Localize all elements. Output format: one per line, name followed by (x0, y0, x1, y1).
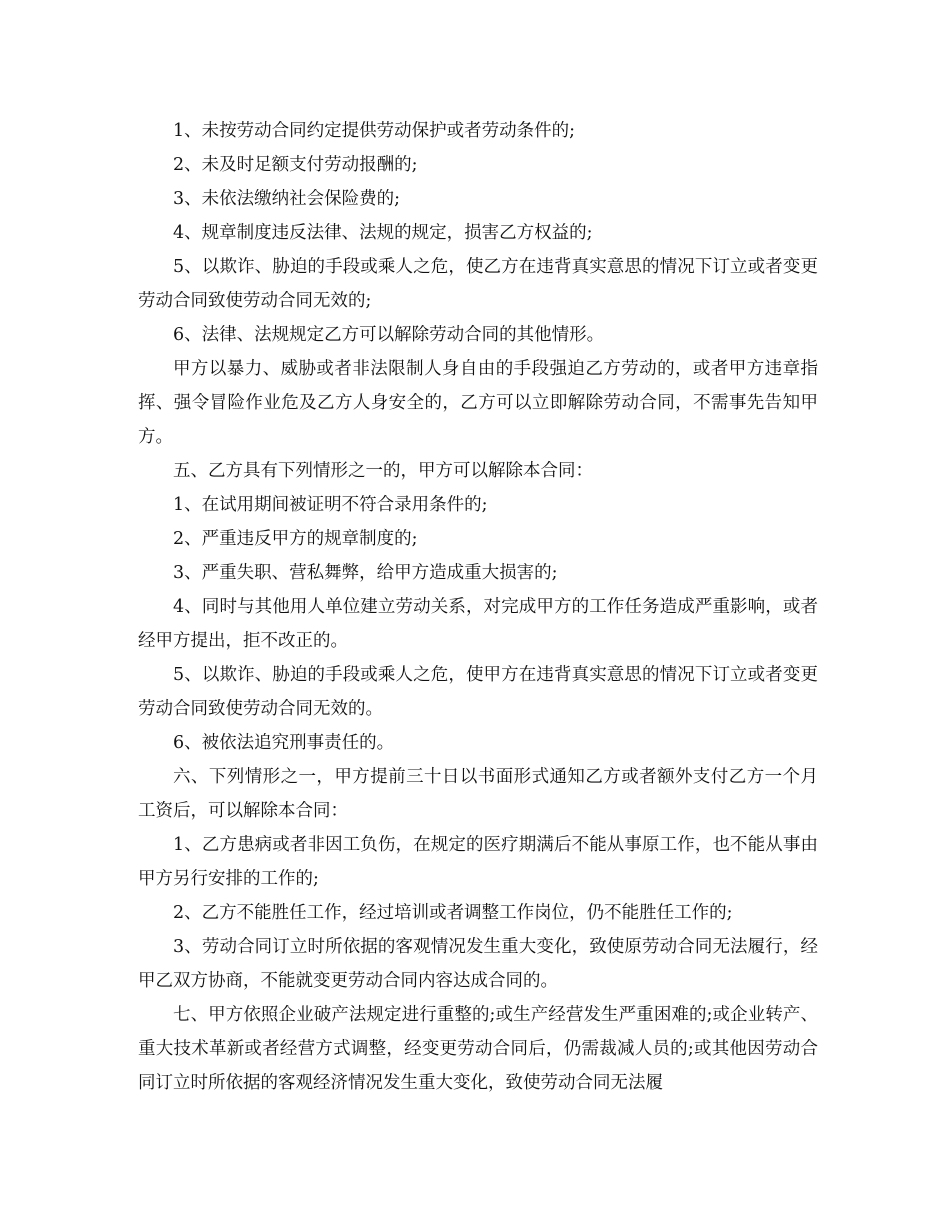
paragraph: 3、严重失职、营私舞弊，给甲方造成重大损害的; (173, 563, 558, 583)
paragraph: 1、乙方患病或者非因工负伤，在规定的医疗期满后不能从事原工作，也不能从事由甲方另行安排的工作的; (138, 835, 818, 889)
paragraph: 3、未依法缴纳社会保险费的; (173, 189, 401, 209)
paragraph: 6、法律、法规规定乙方可以解除劳动合同的其他情形。 (173, 325, 605, 345)
paragraph: 3、劳动合同订立时所依据的客观情况发生重大变化，致使原劳动合同无法履行，经甲乙双方协商，不能就变更劳动合同内容达成合同的。 (138, 937, 818, 991)
section-heading: 七、甲方依照企业破产法规定进行重整的;或生产经营发生严重困难的;或企业转产、重大技术革新或者经营方式调整，经变更劳动合同后，仍需裁减人员的;或其他因劳动合同订立时所依据的客观经济情况发生重大变化，致使劳动合同无法履 (138, 1005, 818, 1093)
document-body (138, 114, 818, 1100)
paragraph: 2、未及时足额支付劳动报酬的; (173, 155, 418, 175)
paragraph: 5、以欺诈、胁迫的手段或乘人之危，使乙方在违背真实意思的情况下订立或者变更劳动合同致使劳动合同无效的; (138, 257, 818, 311)
paragraph: 1、在试用期间被证明不符合录用条件的; (173, 495, 488, 515)
paragraph: 5、以欺诈、胁迫的手段或乘人之危，使甲方在违背真实意思的情况下订立或者变更劳动合同致使劳动合同无效的。 (138, 665, 818, 719)
paragraph: 甲方以暴力、威胁或者非法限制人身自由的手段强迫乙方劳动的，或者甲方违章指挥、强令冒险作业危及乙方人身安全的，乙方可以立即解除劳动合同，不需事先告知甲方。 (138, 359, 818, 447)
paragraph: 4、规章制度违反法律、法规的规定，损害乙方权益的; (173, 223, 593, 243)
paragraph: 6、被依法追究刑事责任的。 (173, 733, 395, 753)
paragraph: 4、同时与其他用人单位建立劳动关系，对完成甲方的工作任务造成严重影响，或者经甲方提出，拒不改正的。 (138, 597, 818, 651)
paragraph: 2、乙方不能胜任工作，经过培训或者调整工作岗位，仍不能胜任工作的; (173, 903, 733, 923)
section-heading: 五、乙方具有下列情形之一的，甲方可以解除本合同： (173, 461, 593, 481)
paragraph: 1、未按劳动合同约定提供劳动保护或者劳动条件的; (173, 121, 576, 141)
section-heading: 六、下列情形之一，甲方提前三十日以书面形式通知乙方或者额外支付乙方一个月工资后，可以解除本合同： (138, 767, 818, 821)
paragraph: 2、严重违反甲方的规章制度的; (173, 529, 418, 549)
